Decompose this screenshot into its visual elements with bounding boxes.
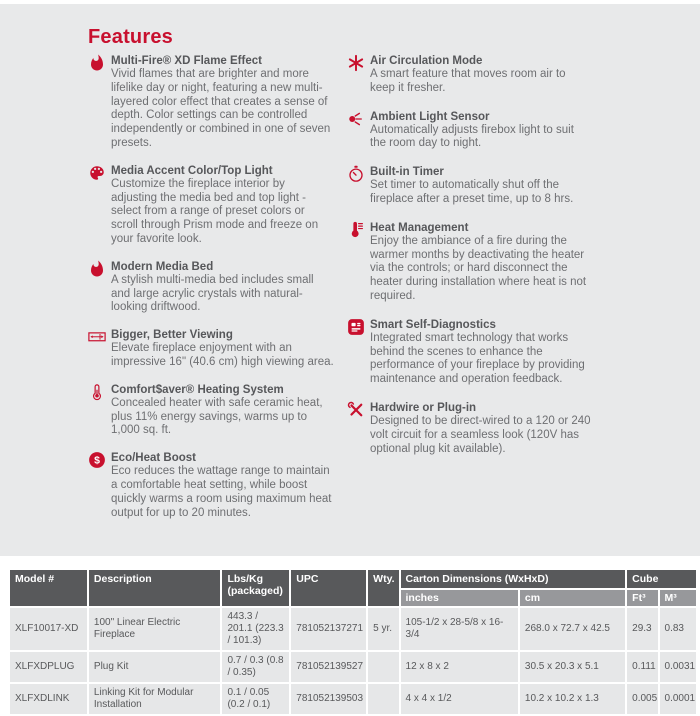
feature-media-accent (88, 164, 334, 247)
cell-lbskg: 0.7 / 0.3 (0.8 / 0.35) (222, 652, 289, 682)
feature-viewing (88, 328, 334, 370)
feature-title: Comfort$aver® Heating System (111, 383, 284, 396)
feature-title: Ambient Light Sensor (370, 110, 490, 123)
cell-description: 100" Linear Electric Fireplace (89, 608, 221, 650)
table-row (10, 652, 696, 682)
feature-title: Air Circulation Mode (370, 55, 483, 67)
feature-heat-management (347, 221, 593, 304)
feature-hardwire (347, 401, 593, 456)
feature-self-diagnostics (347, 318, 593, 387)
feature-description: Eco reduces the wattage range to maintain a comfortable heat setting, while boost quickly warms a room using maximum heat output for up to 20 minutes. (111, 465, 332, 519)
cell-cm: 268.0 x 72.7 x 42.5 (520, 608, 625, 650)
cell-wty (368, 652, 398, 682)
feature-comfortsaver (88, 383, 334, 438)
cell-upc: 781052139503 (291, 684, 366, 714)
col-subheader-m3: M³ (660, 590, 696, 606)
cell-description: Plug Kit (89, 652, 221, 682)
col-header-wty: Wty. (368, 570, 398, 606)
feature-light-sensor (347, 110, 593, 152)
feature-description: Designed to be direct-wired to a 120 or 240 volt circuit for a seamless look (120V has optional plug kit available). (370, 414, 591, 455)
feature-title: Smart Self-Diagnostics (370, 318, 496, 331)
cell-upc: 781052137271 (291, 608, 366, 650)
cell-description: Linking Kit for Modular Installation (89, 684, 221, 714)
col-header-model: Model # (10, 570, 87, 606)
cell-wty: 5 yr. (368, 608, 398, 650)
feature-multi-fire (88, 54, 334, 151)
cell-model: XLF10017-XD (10, 608, 87, 650)
feature-description: Automatically adjusts firebox light to suit the room day to night. (370, 123, 574, 150)
feature-title: Modern Media Bed (111, 260, 214, 273)
feature-title: Hardwire or Plug-in (370, 401, 477, 414)
cell-ft3: 0.111 (627, 652, 657, 682)
cell-model: XLFXDLINK (10, 684, 87, 714)
col-header-description: Description (89, 570, 221, 606)
feature-title: Media Accent Color/Top Light (111, 164, 273, 177)
light-sensor-icon (347, 110, 365, 128)
col-subheader-cm: cm (520, 590, 625, 606)
viewing-area-icon (88, 328, 106, 346)
feature-description: Enjoy the ambiance of a fire during the warmer months by deactivating the heater via the controls; or hard disconnect the heater during installation where heat is not required. (370, 234, 587, 302)
cell-inches: 12 x 8 x 2 (401, 652, 518, 682)
cell-lbskg: 0.1 / 0.05 (0.2 / 0.1) (222, 684, 289, 714)
page-title: Features (88, 26, 173, 48)
flame-icon (88, 260, 106, 278)
feature-description: Vivid flames that are brighter and more lifelike day or night, featuring a new multi-layered color effect that creates a sense of depth. Color settings can be controlled independently or combined in one of seven presets. (111, 68, 331, 149)
col-subheader-inches: inches (401, 590, 518, 606)
heat-thermometer-icon (347, 221, 365, 239)
feature-description: Set timer to automatically shut off the fireplace after a preset time, up to 8 hrs. (370, 179, 574, 205)
fan-icon (347, 54, 365, 72)
col-header-upc: UPC (291, 570, 366, 606)
cell-m3: 0.0001 (660, 684, 696, 714)
palette-icon (88, 164, 106, 182)
cell-inches: 4 x 4 x 1/2 (401, 684, 518, 714)
col-header-lbskg: Lbs/Kg (packaged) (222, 570, 289, 606)
feature-title: Multi-Fire® XD Flame Effect (111, 55, 262, 67)
svg-text:$: $ (94, 454, 100, 467)
features-column-right (347, 54, 593, 520)
feature-title: Eco/Heat Boost (111, 452, 196, 465)
features-column-left (88, 54, 334, 520)
dollar-circle-icon (88, 451, 106, 469)
spec-table-section (8, 568, 698, 716)
feature-description: Concealed heater with safe ceramic heat, plus 11% energy savings, warms up to 1,000 sq. ft. (111, 396, 323, 437)
spec-table (8, 568, 698, 716)
cell-m3: 0.83 (660, 608, 696, 650)
cell-lbskg: 443.3 / 201.1 (223.3 / 101.3) (222, 608, 289, 650)
feature-air-circulation (347, 54, 593, 96)
feature-eco-heat-boost (88, 451, 334, 520)
col-header-cube: Cube (627, 570, 696, 588)
table-row (10, 608, 696, 650)
features-columns (88, 54, 593, 520)
cell-ft3: 29.3 (627, 608, 657, 650)
feature-title: Built-in Timer (370, 166, 444, 179)
timer-icon (347, 165, 365, 183)
feature-description: A stylish multi-media bed includes small and large acrylic crystals with natural-looking driftwood. (111, 273, 314, 314)
feature-description: A smart feature that moves room air to keep it fresher. (370, 68, 566, 94)
col-header-carton: Carton Dimensions (WxHxD) (401, 570, 626, 588)
cell-wty (368, 684, 398, 714)
flame-icon (88, 54, 106, 72)
feature-timer (347, 165, 593, 207)
cell-cm: 10.2 x 10.2 x 1.3 (520, 684, 625, 714)
feature-description: Customize the fireplace interior by adjusting the media bed and top light - select from a range of preset colors or scroll through Prism mode and freeze on your favorite look. (111, 177, 319, 245)
crossed-tools-icon (347, 401, 365, 419)
cell-cm: 30.5 x 20.3 x 5.1 (520, 652, 625, 682)
cell-upc: 781052139527 (291, 652, 366, 682)
feature-description: Integrated smart technology that works behind the scenes to enhance the performance of your fireplace by providing maintenance and operation feedback. (370, 331, 585, 386)
feature-media-bed (88, 260, 334, 315)
thermometer-icon (88, 383, 106, 401)
cell-m3: 0.0031 (660, 652, 696, 682)
cell-model: XLFXDPLUG (10, 652, 87, 682)
feature-description: Elevate fireplace enjoyment with an impressive 16" (40.6 cm) high viewing area. (111, 342, 334, 368)
col-subheader-ft3: Ft³ (627, 590, 657, 606)
feature-title: Bigger, Better Viewing (111, 329, 233, 342)
diagnostics-icon (347, 318, 365, 336)
feature-title: Heat Management (370, 221, 469, 234)
cell-ft3: 0.005 (627, 684, 657, 714)
table-row (10, 684, 696, 714)
cell-inches: 105-1/2 x 28-5/8 x 16-3/4 (401, 608, 518, 650)
